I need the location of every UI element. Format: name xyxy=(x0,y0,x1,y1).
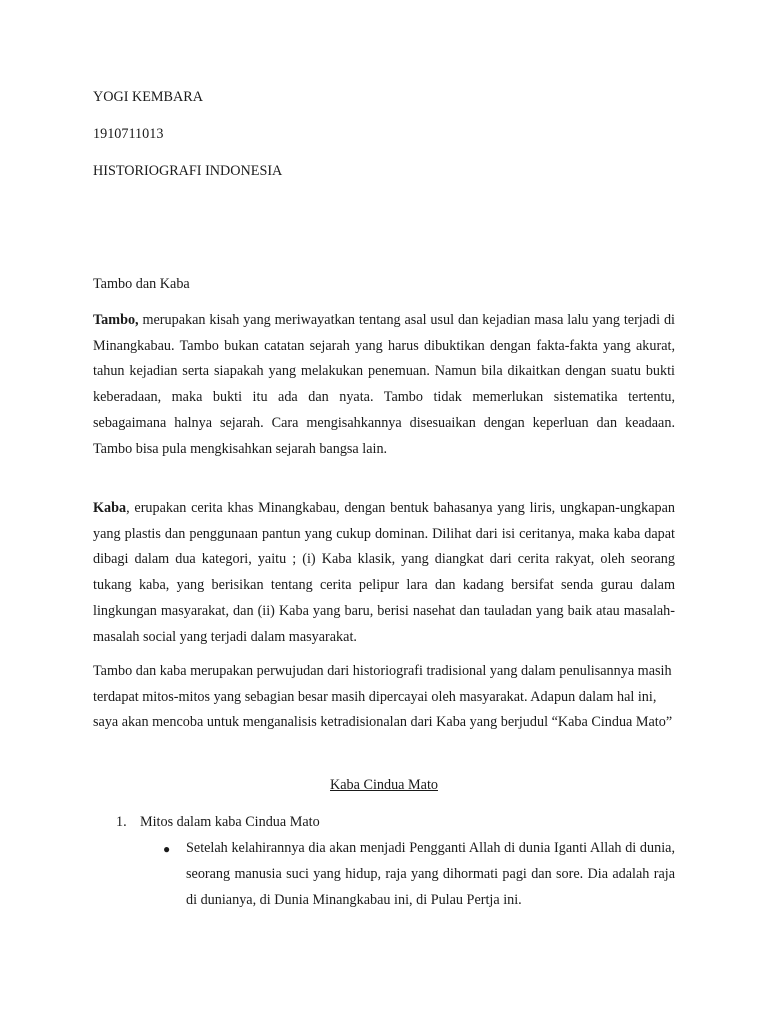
paragraph-kaba xyxy=(93,496,675,650)
bullet-item: Setelah kelahirannya dia akan menjadi Pengganti Allah di dunia Iganti Allah di dunia, seorang manusia suci yang hidup, raja yang dihormati pagi dan sore. Dia adalah raja di dunianya, di Dunia Minangkabau ini, di Pulau Pertja ini. xyxy=(186,840,675,908)
list-number: 1. xyxy=(116,814,127,830)
section-title: Tambo dan Kaba xyxy=(93,276,190,292)
paragraph-tambo xyxy=(93,308,675,462)
list-item: Mitos dalam kaba Cindua Mato xyxy=(140,814,320,830)
student-id: 1910711013 xyxy=(93,126,164,142)
author-name: YOGI KEMBARA xyxy=(93,89,203,105)
subtitle: Kaba Cindua Mato xyxy=(330,777,438,793)
term-tambo: Tambo, xyxy=(93,312,139,328)
paragraph-closing: Tambo dan kaba merupakan perwujudan dari historiografi tradisional yang dalam penulisannya masih terdapat mitos-mitos yang sebagian besar masih dipercayai oleh masyarakat. Adapun dalam hal ini, saya akan mencoba untuk menganalisis ketradisionalan dari Kaba yang berjudul “Kaba Cindua Mato” xyxy=(93,663,673,731)
bullet-icon: ● xyxy=(163,842,171,856)
paragraph-kaba-body: , erupakan cerita khas Minangkabau, dengan bentuk bahasanya yang liris, ungkapan-ungkapan yang plastis dan penggunaan pantun yang cukup dominan. Dilihat dari isi ceritanya, maka kaba dapat dibagi dalam dua kategori, yaitu ; (i) Kaba klasik, yang diangkat dari cerita rakyat, oleh seorang tukang kaba, yang berisikan tentang cerita pelipur lara dan kadang bersifat senda gurau dalam lingkungan masyarakat, dan (ii) Kaba yang baru, berisi nasehat dan tauladan yang baik atau masalah-masalah social yang terjadi dalam masyarakat. xyxy=(93,500,675,645)
paragraph-tambo-body: merupakan kisah yang meriwayatkan tentang asal usul dan kejadian masa lalu yang terjadi di Minangkabau. Tambo bukan catatan sejarah yang harus dibuktikan dengan fakta-fakta yang akurat, tahun kejadian serta siapakah yang melakukan penemuan. Namun bila dikaitkan dengan suatu bukti keberadaan, maka bukti itu ada dan nyata. Tambo tidak memerlukan sistematika tertentu, sebagaimana halnya sejarah. Cara mengisahkannya disesuaikan dengan keperluan dan keadaan. Tambo bisa pula mengkisahkan sejarah bangsa lain. xyxy=(93,312,675,457)
term-kaba: Kaba xyxy=(93,500,127,516)
course-title: HISTORIOGRAFI INDONESIA xyxy=(93,163,283,179)
